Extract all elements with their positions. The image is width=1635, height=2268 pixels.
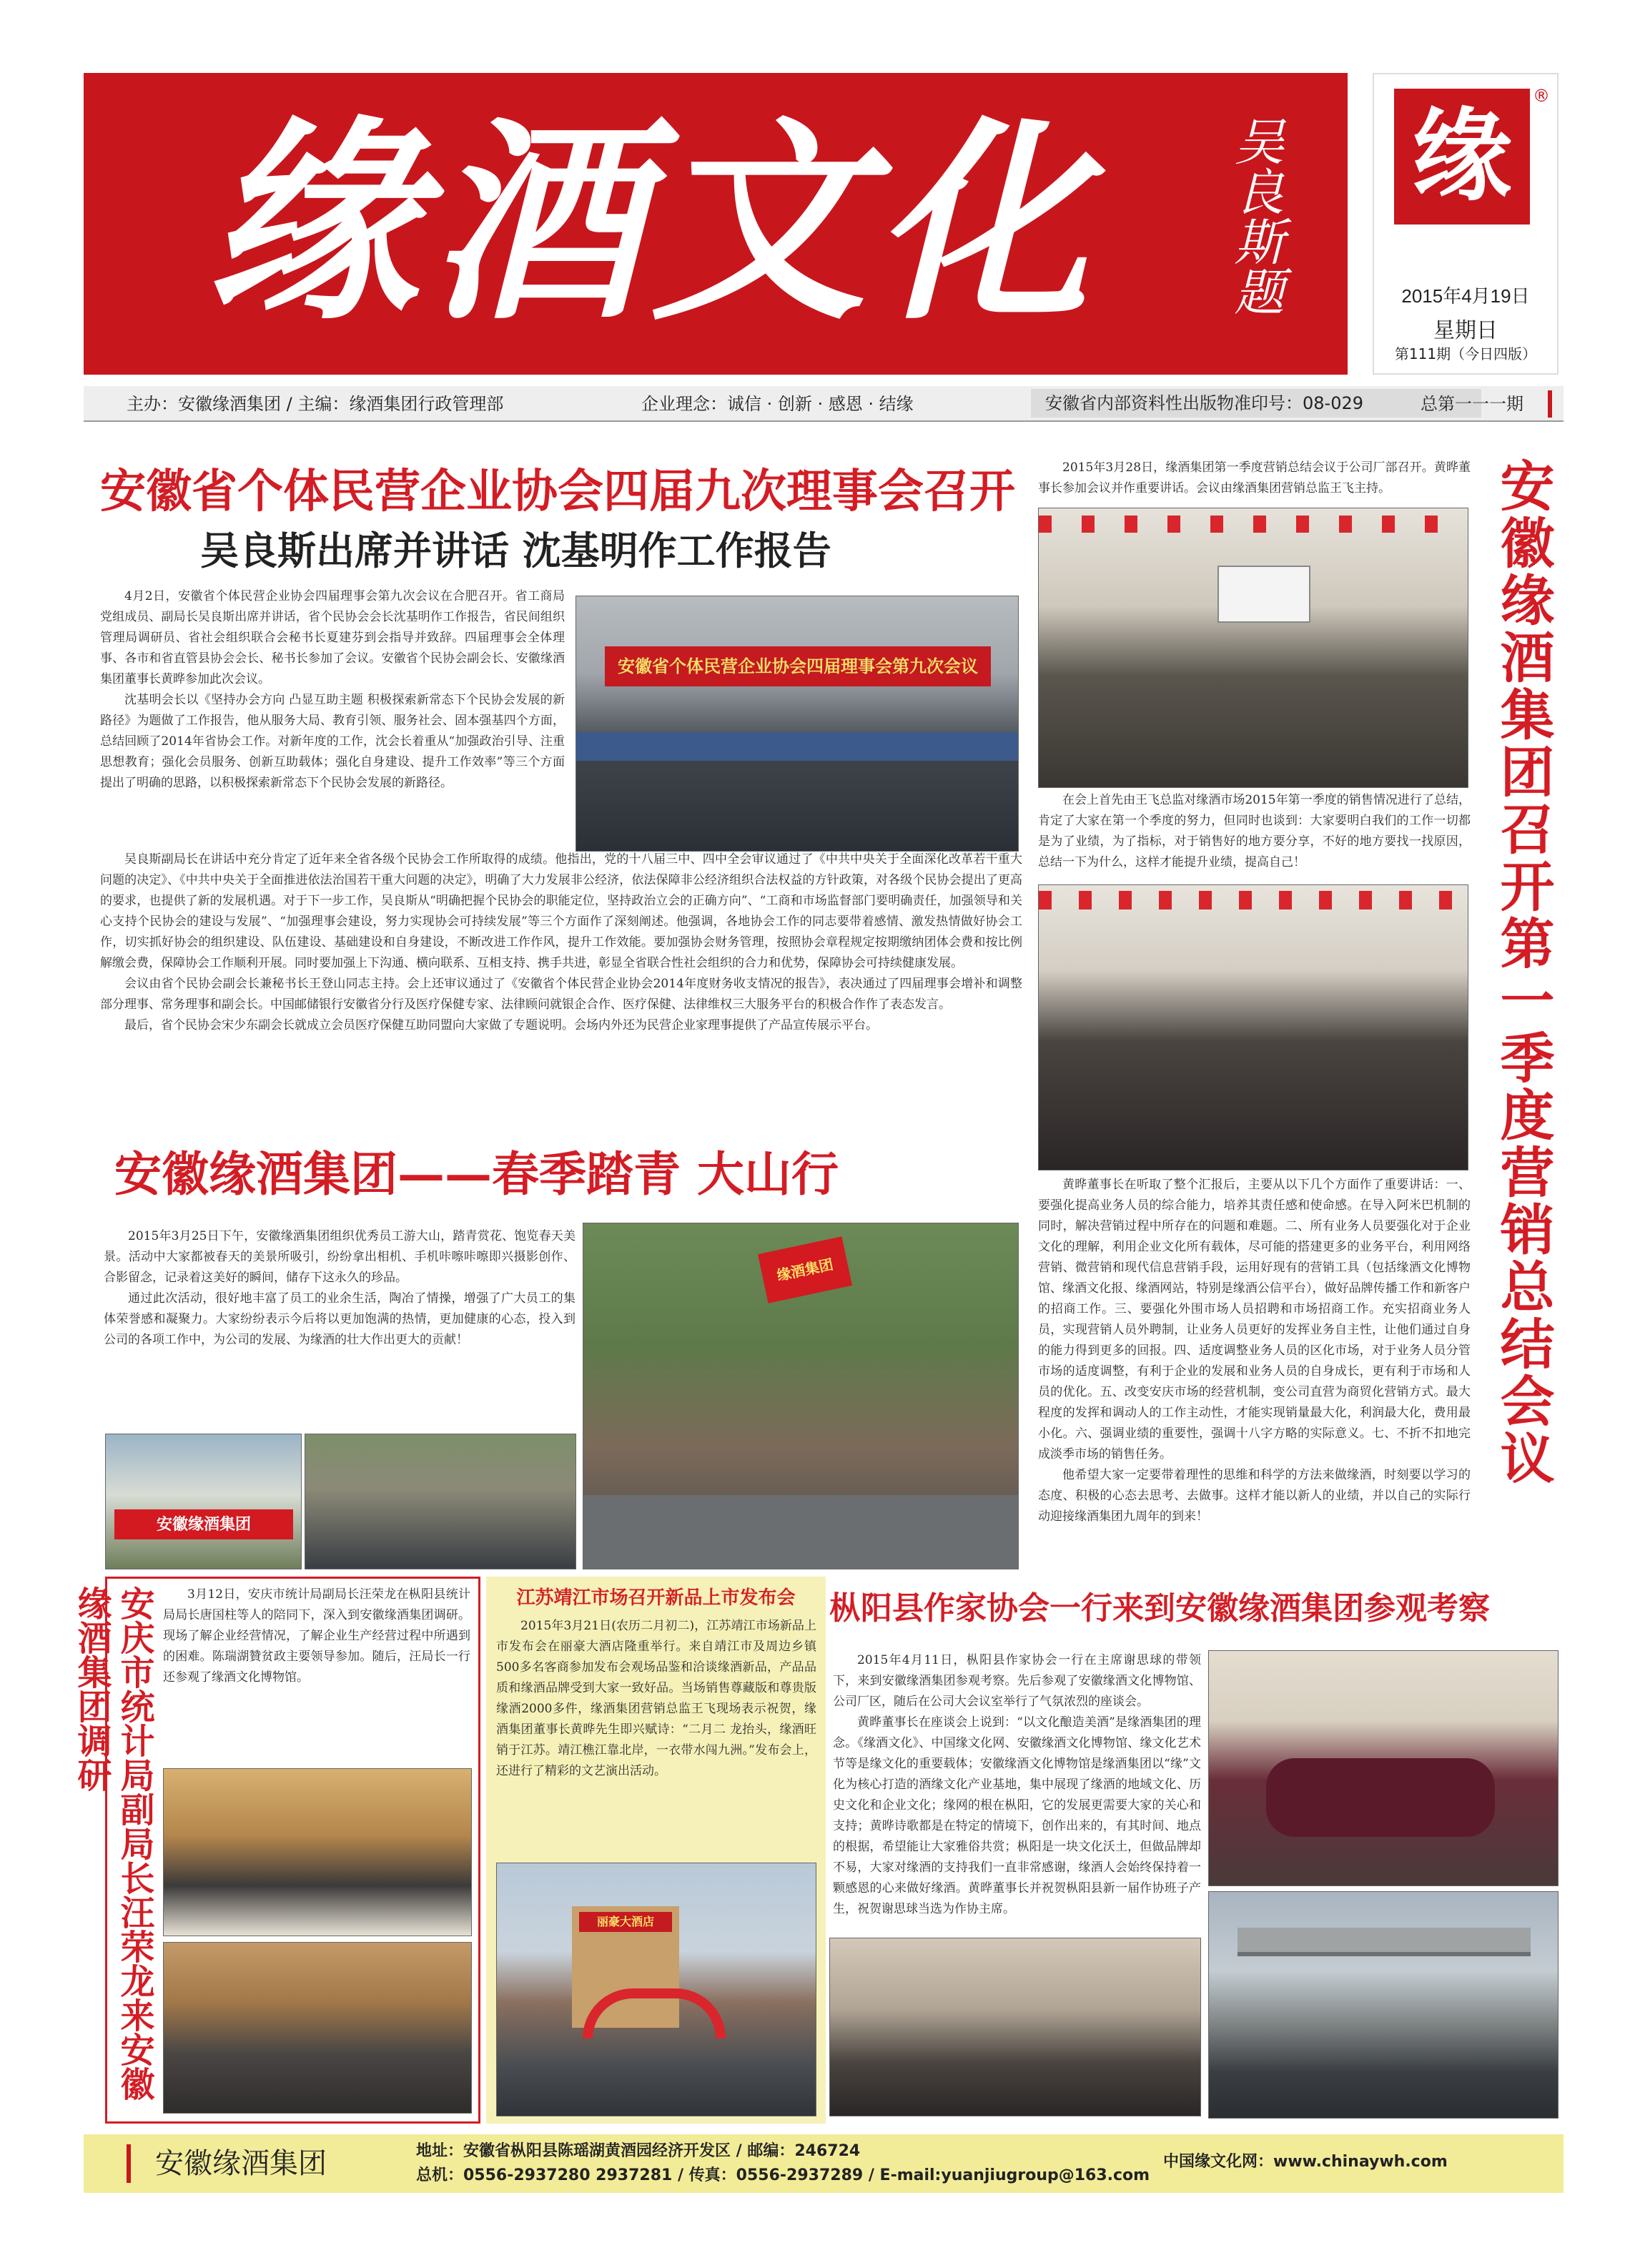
article6-gate-photo [1208,1891,1559,2119]
masthead-title: 缘酒文化 [205,97,1097,349]
article1-para2: 沈基明会长以《坚持办会方向 凸显互助主题 积极探索新常态下个民协会发展的新路径》为题做了工作报告，他从服务大局、教育引领、服务社会、固本强基四个方面，总结回顾了2014年省协会工作。对新年度的工作，沈会长着重从“加强政治引导、注重思想教育；强化会员服务、创新互助载体；强化自身建设、提升工作效率”等三个方面提出了明确的思路，以积极探索新常态下个民协会发展的新路径。 [100,693,565,790]
article3-column-3 [1038,1175,1471,1527]
brand-logo [1394,89,1530,225]
article2-group-photo-right [305,1434,576,1569]
hiking-flag-text: 缘酒集团 [775,1255,835,1285]
article5-para1: 2015年3月21日(农历二月初二)，江苏靖江市场新品上市发布会在丽豪大酒店隆重举行。来自靖江市及周边乡镇500多名客商参加发布会观场品鉴和洽谈缘酒新品，产品品质和缘酒品牌受到大家一致好品。当场销售尊藏版和尊贵版缘酒2000多件，缘酒集团营销总监王飞现场表示祝贺，缘酒集团董事长黄晔先生即兴赋诗：“二月二 龙抬头，缘酒旺销于江苏。靖江樵江靠北岸，一衣带水闯九洲。”发布会上，还进行了精彩的文艺演出活动。 [496,1619,816,1778]
article5-column [496,1616,816,1782]
meeting-banner-text: 安徽省个体民营企业协会四届理事会第九次会议 [618,656,978,676]
red-lanterns-2 [1039,891,1468,909]
article3-para3: 黄晔董事长在听取了整个汇报后，主要从以下几个方面作了重要讲话：一、要强化提高业务人员的综合能力，培养其责任感和使命感。在导入阿米巴机制的同时，解决营销过程中所存在的问题和难题。二、所有业务人员要强化对于企业文化的理解，利用企业文化所有载体，尽可能的搭建更多的业务平台，利用网络营销、微营销和现代信息营销手段，运用好现有的营销工具（包括缘酒文化博物馆、缘酒文化报、缘酒网站，特别是缘酒公信平台），做好品牌传播工作和新客户的招商工作。三、要强化外围市场人员招聘和市场招商工作。充实招商业务人员，实现营销人员外聘制，让业务人员更好的发挥业务自主性，让他们通过自身的能力得到更多的回报。四、适度调整业务人员的区化市场，对于业务人员分管市场的适度调整，有利于企业的发展和业务人员的自身成长，更有利于市场和人员的优化。五、改变安庆市场的经营机制，变公司直营为商贸化营销方式。最大程度的发挥和调动人的工作主动性，才能实现销量最大化，利润最大化，费用最小化。六、强调业绩的重要性，强调十八字方略的实际意义。七、不折不扣地完成淡季市场的销售任务。 [1038,1178,1471,1461]
hiking-bridge [583,1495,1019,1569]
infobar-accent [1548,390,1552,418]
article3-meeting-photo-1 [1038,508,1468,788]
article4-column [163,1584,470,1688]
permit-line: 安徽省内部资料性出版物准印号：08-029 [1031,389,1481,418]
article6-conference-photo [1208,1650,1559,1886]
article3-title: 安徽缘酒集团召开第一季度营销总结会议 [1491,458,1555,1487]
article3-para1: 2015年3月28日，缘酒集团第一季度营销总结会议于公司厂部召开。黄晔董事长参加会议并作重要讲话。会议由缘酒集团营销总监王飞主持。 [1038,460,1471,495]
calligraphy-signature: 吴良斯题 [1226,116,1285,316]
group-banner-text: 安徽缘酒集团 [156,1515,251,1534]
meeting-banner [605,646,991,686]
article3-column [1038,458,1471,499]
sponsor-line: 主办：安徽缘酒集团 / 主编：缘酒集团行政管理部 [127,394,504,414]
hiking-flag [758,1236,852,1303]
article2-hiking-photo [583,1223,1019,1569]
article3-para2: 在会上首先由王飞总监对缘酒市场2015年第一季度的销售情况进行了总结，肯定了大家在第一个季度的努力，但同时也谈到：大家要明白我们的工作一切都是为了业绩，为了指标，对于销售好的地方要分享，不好的地方要找一找原因，总结一下为什么，这样才能提升业绩，提高自己！ [1038,793,1471,869]
footer-accent [127,2144,131,2183]
article4-photo-2 [163,1942,472,2114]
article4-photo-1 [163,1768,472,1936]
article2-title: 安徽缘酒集团——春季踏青 大山行 [114,1146,839,1202]
article4-box [71,1577,480,2124]
stone-gate [1238,1928,1531,1956]
article6-title: 枞阳县作家协会一行来到安徽缘酒集团参观考察 [829,1590,1490,1627]
article6-para1: 2015年4月11日，枞阳县作家协会一行在主席谢思球的带领下，来到安徽缘酒集团参观考察。先后参观了安徽缘酒文化博物馆、公司厂区，随后在公司大会议室举行了气氛浓烈的座谈会。 [833,1653,1201,1709]
article4-title: 安庆市统计局副局长汪荣龙来安徽缘酒集团调研 [71,1586,154,2101]
masthead [84,73,1348,375]
article6-para2: 黄晔董事长在座谈会上说到：“以文化酿造美酒”是缘酒集团的理念。《缘酒文化》、中国缘文化网、安徽缘酒文化博物馆、缘文化艺术节等是缘文化的重要载体；安徽缘酒文化博物馆是缘酒集团以“缘”文化为核心打造的酒缘文化产业基地，集中展现了缘酒的地域文化、历史文化和企业文化；缘网的根在枞阳，它的发展更需要大家的关心和支持；黄晔诗歌都是在特定的情境下，创作出来的，有其时间、地点的根据，希望能让大家雅俗共赏；枞阳是一块文化沃土，但做品牌却不易，大家对缘酒的支持我们一直非常感谢，缘酒人会始终保持着一颗感恩的心来做好缘酒。黄晔董事长并祝贺枞阳县新一届作协班子产生，祝贺谢思球当选为作协主席。 [833,1715,1201,1916]
article4-para1: 3月12日，安庆市统计局副局长汪荣龙在枞阳县统计局局长唐国柱等人的陪同下，深入到安徽缘酒集团调研。现场了解企业经营情况，了解企业生产经营过程中所遇到的困难。陈瑞湖贊贫政主要领导参加。随后，汪局长一行还参观了缘酒文化博物馆。 [163,1587,470,1685]
issue-number: 第111期（今日四版） [1394,345,1537,363]
conference-table [1266,1758,1495,1837]
article3-meeting-photo-2 [1038,884,1468,1170]
hotel-sign-text: 丽豪大酒店 [596,1915,654,1928]
footer-bar [84,2134,1564,2193]
article3-column-2 [1038,790,1471,873]
article6-column [833,1650,1201,1920]
hotel-sign [579,1912,672,1932]
article5-hotel-photo [496,1863,816,2116]
article2-para2: 通过此次活动，很好地丰富了员工的业余生活，陶冶了情操，增强了广大员工的集体荣誉感和凝聚力。大家纷纷表示今后将以更加饱满的热情，更加健康的心态，投入到公司的各项工作中，为公司的发展、为缘酒的壮大作出更大的贡献！ [104,1291,576,1347]
info-bar [84,386,1564,422]
logo-character: 缘 [1411,98,1512,215]
footer-company: 安徽缘酒集团 [155,2147,327,2180]
footer-website[interactable]: 中国缘文化网：www.chinaywh.com [1163,2153,1448,2171]
registered-mark: ® [1533,86,1550,106]
article2-column [104,1226,576,1351]
red-lanterns [1039,516,1468,533]
logo-box [1373,73,1559,375]
article1-subtitle: 吴良斯出席并讲话 沈基明作工作报告 [200,528,831,573]
article5-title: 江苏靖江市场召开新品上市发布会 [516,1587,796,1609]
article2-para1: 2015年3月25日下午，安徽缘酒集团组织优秀员工游大山，踏青赏花、饱览春天美景。活动中大家都被春天的美景所吸引，纷纷拿出相机、手机咔嚓咔嚓即兴摄影创作、合影留念，记录着这美好的瞬间，储存下这永久的珍品。 [104,1229,576,1285]
footer-phone: 总机：0556-2937280 2937281 / 传真：0556-2937289 / E-mail:yuanjiugroup@163.com [416,2166,1150,2184]
article1-para1: 4月2日，安徽省个体民营企业协会四届理事会第九次会议在合肥召开。省工商局党组成员、副局长吴良斯出席并讲话，省个民协会会长沈基明作工作报告，省民间组织管理局调研员、省社会组织联合会秘书长夏建芬到会指导并致辞。四届理事会全体理事、各市和省直管县协会会长、秘书长参加了会议。安徽省个民协会副会长、安徽缘酒集团董事长黄晔参加此次会议。 [100,589,565,686]
article1-title: 安徽省个体民营企业协会四届九次理事会召开 [100,465,1015,518]
article1-meeting-photo [576,596,1019,852]
footer-address: 地址：安徽省枞阳县陈瑶湖黄酒园经济开发区 / 邮编：246724 [416,2142,861,2160]
article3-para4: 他希望大家一定要带着理性的思维和科学的方法来做缘酒，时刻要以学习的态度、积极的心态去思考、去做事。这样才能以新人的业绩，并以自己的实际行动迎接缘酒集团九周年的到来！ [1038,1468,1471,1524]
article5-box [486,1577,826,2124]
meeting-screen [1217,566,1310,623]
article1-para4: 会议由省个民协会副会长兼秘书长王登山同志主持。会上还审议通过了《安徽省个体民营企业协会2014年度财务收支情况的报告》，表决通过了四届理事会增补和调整部分理事、常务理事和副会长。中国邮储银行安徽省分行及医疗保健专家、法律顾问就银企合作、医疗保健、法律维权三大服务平台的积极合作作了表态发言。 [100,977,1022,1012]
issue-date: 2015年4月19日 [1401,285,1530,307]
article2-group-photo-left [105,1434,302,1569]
total-issue: 总第一一一期 [1421,394,1523,414]
group-banner [114,1509,293,1539]
article1-column [100,586,565,794]
article6-speaker-photo [829,1938,1201,2116]
meeting-table [576,732,1019,761]
motto-line: 企业理念：诚信 · 创新 · 感恩 · 结缘 [641,394,914,414]
article1-para5: 最后，省个民协会宋少东副会长就成立会员医疗保健互助同盟向大家做了专题说明。会场内外还为民营企业家理事提供了产品宣传展示平台。 [124,1018,878,1032]
article1-para3: 吴良斯副局长在讲话中充分肯定了近年来全省各级个民协会工作所取得的成绩。他指出，党的十八届三中、四中全会审议通过了《中共中央关于全面深化改革若干重大问题的决定》、《中共中央关于全面推进依法治国若干重大问题的决定》，明确了大力发展非公经济，依法保障非公经济组织合法权益的方针政策，对各级个民协会提出了更高的要求，也提供了新的发展机遇。对于下一步工作，吴良斯从“明确把握个民协会的职能定位，坚持政治立会的正确方向”、“工商和市场监督部门要明确责任，加强领导和关心支持个民协会的建设与发展”、“加强理事会建设，努力实现协会可持续发展”等三个方面作了深刻阐述。他强调，各地协会工作的同志要带着感情、激发热情做好协会工作，切实抓好协会的组织建设、队伍建设、基础建设和自身建设，不断改进工作作风，提升工作效能。要加强协会财务管理，按照协会章程规定按期缴纳团体会费和按比例解缴会费，保障协会工作顺利开展。同时要加强上下沟通、横向联系、互相支持、携手共进，彰显全省联合性社会组织的合力和优势，保障协会可持续健康发展。 [100,852,1022,970]
issue-weekday: 星期日 [1433,318,1498,343]
article1-fullwidth [100,849,1022,1036]
